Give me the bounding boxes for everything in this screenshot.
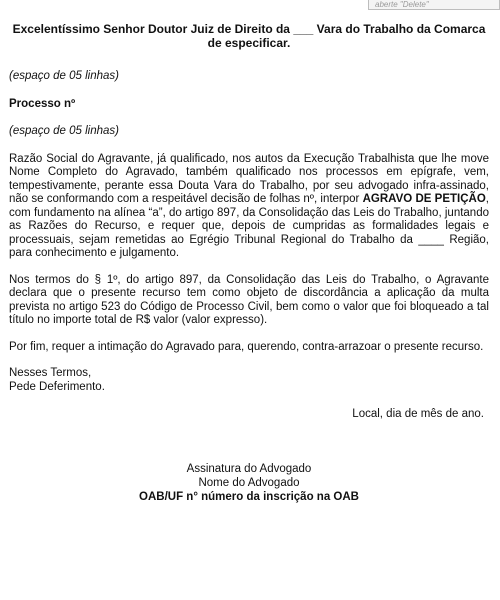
closing-line-1: Nesses Termos, — [9, 367, 92, 379]
document-header — [9, 22, 489, 50]
viewer-hint-tab: aberte "Delete" — [368, 0, 500, 10]
spacing-note: (espaço de 05 linhas) — [9, 70, 119, 82]
signature-line: Assinatura do Advogado — [186, 462, 312, 475]
process-label: Processo nº — [9, 97, 76, 110]
paragraph-petition-bold: AGRAVO DE PETIÇÃO — [362, 193, 486, 205]
oab-number: OAB/UF n° número da inscrição na OAB — [139, 490, 359, 503]
header-line-2: de especificar. — [207, 36, 291, 50]
closing-block — [9, 367, 489, 394]
lawyer-name: Nome do Advogado — [198, 476, 300, 489]
paragraph-declaration: Nos termos do § 1º, do artigo 897, da Consolidação das Leis do Trabalho, o Agravante declara que o presente recurso tem como objeto de discordância a aplicação da multa prevista no artigo 523 do Código de Processo Civil, bem como o valor que foi bloqueado a tal título no importe total de R$ valor (valor expresso). — [9, 273, 489, 326]
header-line-1: Excelentíssimo Senhor Doutor Juiz de Direito da ___ Vara do Trabalho da Comarca — [12, 22, 486, 36]
paragraph-request: Por fim, requer a intimação do Agravado para, querendo, contra-arrazoar o presente recurso. — [9, 340, 484, 353]
spacing-note: (espaço de 05 linhas) — [9, 125, 119, 137]
place-date: Local, dia de mês de ano. — [352, 408, 484, 420]
closing-line-2: Pede Deferimento. — [9, 380, 105, 393]
document-page — [9, 22, 489, 504]
paragraph-petition-text-2: , com fundamento na alínea “a”, do artigo 897, da Consolidação das Leis do Trabalho, juntando as Razões do Recurso, e requer que, depois de cumpridas as formalidades legais e processuais, sejam remetidas ao Egrégio Tribunal Regional do Trabalho da ____ Região, para conhecimento e julgamento. — [9, 193, 489, 259]
paragraph-petition — [9, 153, 489, 261]
signature-block — [9, 462, 489, 504]
paragraph-petition-text-1: Razão Social do Agravante, já qualificado, nos autos da Execução Trabalhista que lhe move Nome Completo do Agravado, também qualificado nos processos em epígrafe, vem, tempestivamente, perante essa Douta Vara do Trabalho, por seu advogado infra-assinado, não se conformando com a respeitável decisão de folhas nº, interpor — [9, 152, 489, 205]
